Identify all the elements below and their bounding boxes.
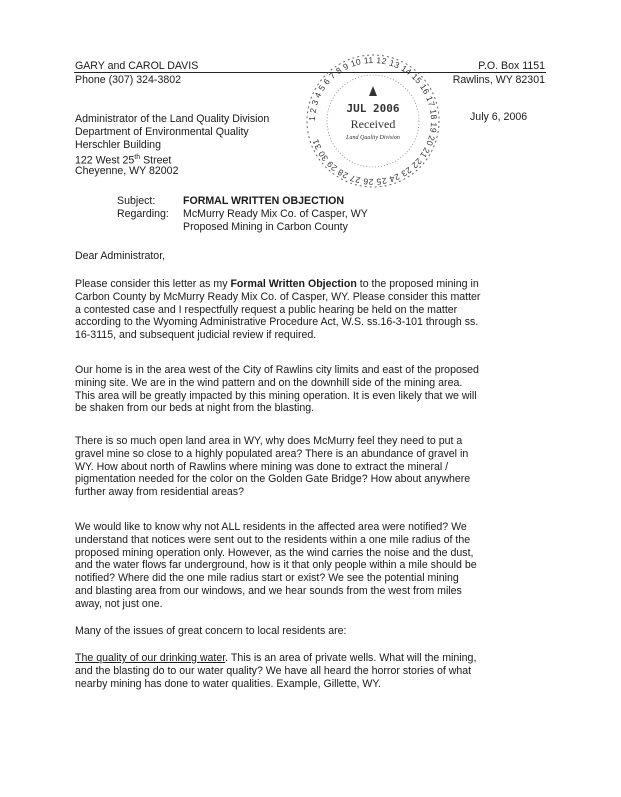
recipient-line: Administrator of the Land Quality Division — [75, 113, 270, 125]
subject-block — [117, 195, 368, 234]
subject-value: FORMAL WRITTEN OBJECTION — [183, 195, 345, 207]
letter-date: July 6, 2006 — [470, 111, 528, 123]
stamp-ring-text: 1 2 3 4 5 6 7 8 9 10 11 12 13 14 15 16 17 18 19 20 21 22 23 24 25 26 27 28 29 30 31 — [306, 54, 440, 188]
sender-phone: Phone (307) 324-3802 — [75, 74, 182, 86]
stamp-date: JUL 2006 — [346, 102, 400, 115]
paragraph-5: Many of the issues of great concern to local residents are: — [75, 625, 347, 637]
stamp-received: Received — [350, 117, 396, 131]
salutation: Dear Administrator, — [75, 250, 166, 262]
paragraph-1: Please consider this letter as my Formal Written Objection to the proposed mining in Carbon County by McMurry Ready Mix Co. of Casper, WY. Please consider this matter a contested case and I respectfully request a public hearing be held on the matter according to the Wyoming Administrative Procedure Act, W.S. ss.16-3-101 through ss. 16-3115, and subsequent judicial review if required. — [75, 278, 481, 342]
subject-label: Subject: — [117, 195, 156, 207]
received-stamp — [293, 46, 453, 196]
paragraph-3: There is so much open land area in WY, why does McMurry feel they need to put a gravel mine so close to a highly populated area? There is an abundance of gravel in WY. How about north of Rawlins where mining was done to extract the mineral / pigmentation needed for the color on the Golden Gate Bridge? How about anywhere further away from residential areas? — [75, 435, 471, 499]
recipient-line: 122 West 25th Street — [75, 154, 172, 167]
paragraph-2: Our home is in the area west of the City of Rawlins city limits and east of the proposed mining site. We are in the wind pattern and on the downhill side of the mining area. This area will be greatly impacted by this mining operation. It is even likely that we will be shaken from our beds at night from the blasting. — [75, 364, 479, 415]
recipient-line: Cheyenne, WY 82002 — [75, 165, 179, 177]
sender-name: GARY and CAROL DAVIS — [75, 60, 199, 72]
regarding-value: Proposed Mining in Carbon County — [183, 221, 348, 233]
regarding-value: McMurry Ready Mix Co. of Casper, WY — [183, 208, 368, 220]
paragraph-4: We would like to know why not ALL residents in the affected area were notified? We understand that notices were sent out to the residents within a one mile radius of the proposed mining operation only. However, as the wind carries the noise and the dust, and the water flows far underground, how is it that only people within a mile should be notified? Where did the one mile radius start or exist? We see the potential mining and blasting area from our windows, and we hear sounds from the west from miles away, not just one. — [75, 521, 477, 610]
recipient-address — [75, 113, 269, 178]
recipient-line: Department of Environmental Quality — [75, 126, 249, 138]
stamp-division: Land Quality Division — [346, 135, 400, 141]
stamp-seal-icon — [293, 46, 453, 196]
paragraph-6: The quality of our drinking water. This is an area of private wells. What will the mining, and the blasting do to our water quality? We have all heard the horror stories of what nearby mining has done to water qualities. Example, Gillette, WY. — [75, 652, 477, 690]
regarding-label: Regarding: — [117, 208, 169, 220]
recipient-line: Herschler Building — [75, 139, 161, 151]
sender-po-box: P.O. Box 1151 — [478, 60, 545, 72]
sender-city: Rawlins, WY 82301 — [452, 74, 545, 86]
